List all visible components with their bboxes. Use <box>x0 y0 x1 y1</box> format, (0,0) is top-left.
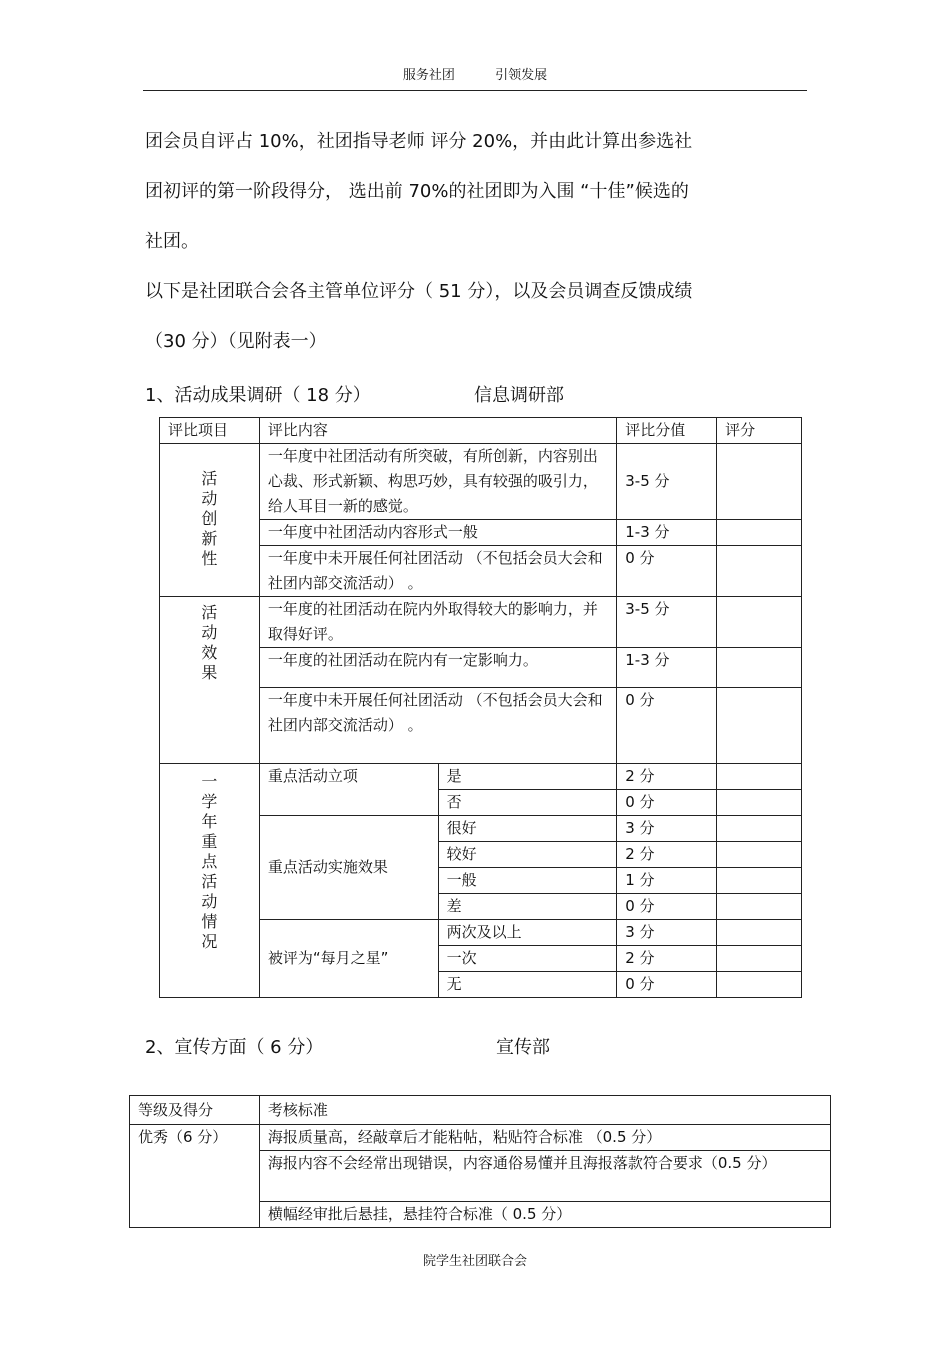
paragraph-line: 团会员自评占 10%，社团指导老师 评分 20%，并由此计算出参选社 <box>145 131 693 152</box>
section2-dept: 宣传部 <box>496 1037 550 1058</box>
section2-title: 2、宣传方面（ 6 分） <box>145 1037 324 1058</box>
score-cell: 0 分 <box>617 894 717 920</box>
item-cell: 重点活动实施效果 <box>259 816 438 920</box>
group-label: 活动效果 <box>160 597 260 764</box>
score-cell: 1 分 <box>617 868 717 894</box>
page-header <box>143 64 807 91</box>
score-cell: 2 分 <box>617 946 717 972</box>
blank-score-cell <box>717 688 802 764</box>
blank-score-cell <box>717 444 802 520</box>
blank-score-cell <box>717 790 802 816</box>
publicity-score-table <box>129 1095 831 1228</box>
table-header: 评比分值 <box>617 418 717 444</box>
header-left: 服务社团 <box>402 68 455 83</box>
blank-score-cell <box>717 972 802 998</box>
paragraph-line: 以下是社团联合会各主管单位评分（ 51 分），以及会员调查反馈成绩 <box>145 281 693 302</box>
score-cell: 2 分 <box>617 764 717 790</box>
table-header: 考核标准 <box>259 1096 830 1125</box>
criteria-cell: 一年度中未开展任何社团活动 （不包括会员大会和社团内部交流活动） 。 <box>259 688 616 764</box>
paragraph-line: 团初评的第一阶段得分， 选出前 70%的社团即为入围 “十佳”候选的 <box>145 181 689 202</box>
level-cell: 两次及以上 <box>438 920 617 946</box>
score-cell: 3 分 <box>617 816 717 842</box>
criteria-cell: 一年度中社团活动有所突破，有所创新，内容别出心裁、形式新颖、构思巧妙，具有较强的吸引力，给人耳目一新的感觉。 <box>259 444 616 520</box>
score-cell: 2 分 <box>617 842 717 868</box>
blank-score-cell <box>717 842 802 868</box>
blank-score-cell <box>717 597 802 648</box>
section1-title: 1、活动成果调研（ 18 分） <box>145 385 371 406</box>
blank-score-cell <box>717 546 802 597</box>
table-header: 评分 <box>717 418 802 444</box>
score-cell: 1-3 分 <box>617 520 717 546</box>
item-cell: 被评为“每月之星” <box>259 920 438 998</box>
group-label: 一学年重点活动情况 <box>160 764 260 998</box>
score-cell: 0 分 <box>617 688 717 764</box>
blank-score-cell <box>717 816 802 842</box>
score-cell: 0 分 <box>617 546 717 597</box>
blank-score-cell <box>717 520 802 546</box>
criteria-cell: 一年度的社团活动在院内外取得较大的影响力，并取得好评。 <box>259 597 616 648</box>
activity-score-table <box>159 417 802 998</box>
level-cell: 差 <box>438 894 617 920</box>
page-footer: 院学生社团联合会 <box>422 1254 527 1269</box>
level-cell: 很好 <box>438 816 617 842</box>
paragraph-line: （30 分）（见附表一） <box>145 331 327 352</box>
grade-cell: 优秀（6 分） <box>130 1125 260 1228</box>
level-cell: 一次 <box>438 946 617 972</box>
level-cell: 否 <box>438 790 617 816</box>
criteria-cell: 一年度中社团活动内容形式一般 <box>259 520 616 546</box>
criteria-cell: 一年度中未开展任何社团活动 （不包括会员大会和社团内部交流活动） 。 <box>259 546 616 597</box>
paragraph-line: 社团。 <box>145 231 199 252</box>
blank-score-cell <box>717 920 802 946</box>
group-label: 活动创新性 <box>160 444 260 597</box>
level-cell: 一般 <box>438 868 617 894</box>
blank-score-cell <box>717 868 802 894</box>
score-cell: 3-5 分 <box>617 444 717 520</box>
table-header: 评比内容 <box>259 418 616 444</box>
score-cell: 3-5 分 <box>617 597 717 648</box>
blank-score-cell <box>717 894 802 920</box>
blank-score-cell <box>717 946 802 972</box>
criteria-cell: 海报内容不会经常出现错误，内容通俗易懂并且海报落款符合要求（0.5 分） <box>259 1151 830 1202</box>
level-cell: 较好 <box>438 842 617 868</box>
criteria-cell: 海报质量高，经敲章后才能粘帖，粘贴符合标准 （0.5 分） <box>259 1125 830 1151</box>
criteria-cell: 一年度的社团活动在院内有一定影响力。 <box>259 648 616 688</box>
score-cell: 0 分 <box>617 972 717 998</box>
section1-dept: 信息调研部 <box>474 385 564 406</box>
score-cell: 1-3 分 <box>617 648 717 688</box>
level-cell: 无 <box>438 972 617 998</box>
table-header: 评比项目 <box>160 418 260 444</box>
score-cell: 3 分 <box>617 920 717 946</box>
criteria-cell: 横幅经审批后悬挂，悬挂符合标准（ 0.5 分） <box>259 1202 830 1228</box>
blank-score-cell <box>717 648 802 688</box>
blank-score-cell <box>717 764 802 790</box>
score-cell: 0 分 <box>617 790 717 816</box>
header-right: 引领发展 <box>495 68 548 83</box>
item-cell: 重点活动立项 <box>259 764 438 816</box>
level-cell: 是 <box>438 764 617 790</box>
table-header: 等级及得分 <box>130 1096 260 1125</box>
